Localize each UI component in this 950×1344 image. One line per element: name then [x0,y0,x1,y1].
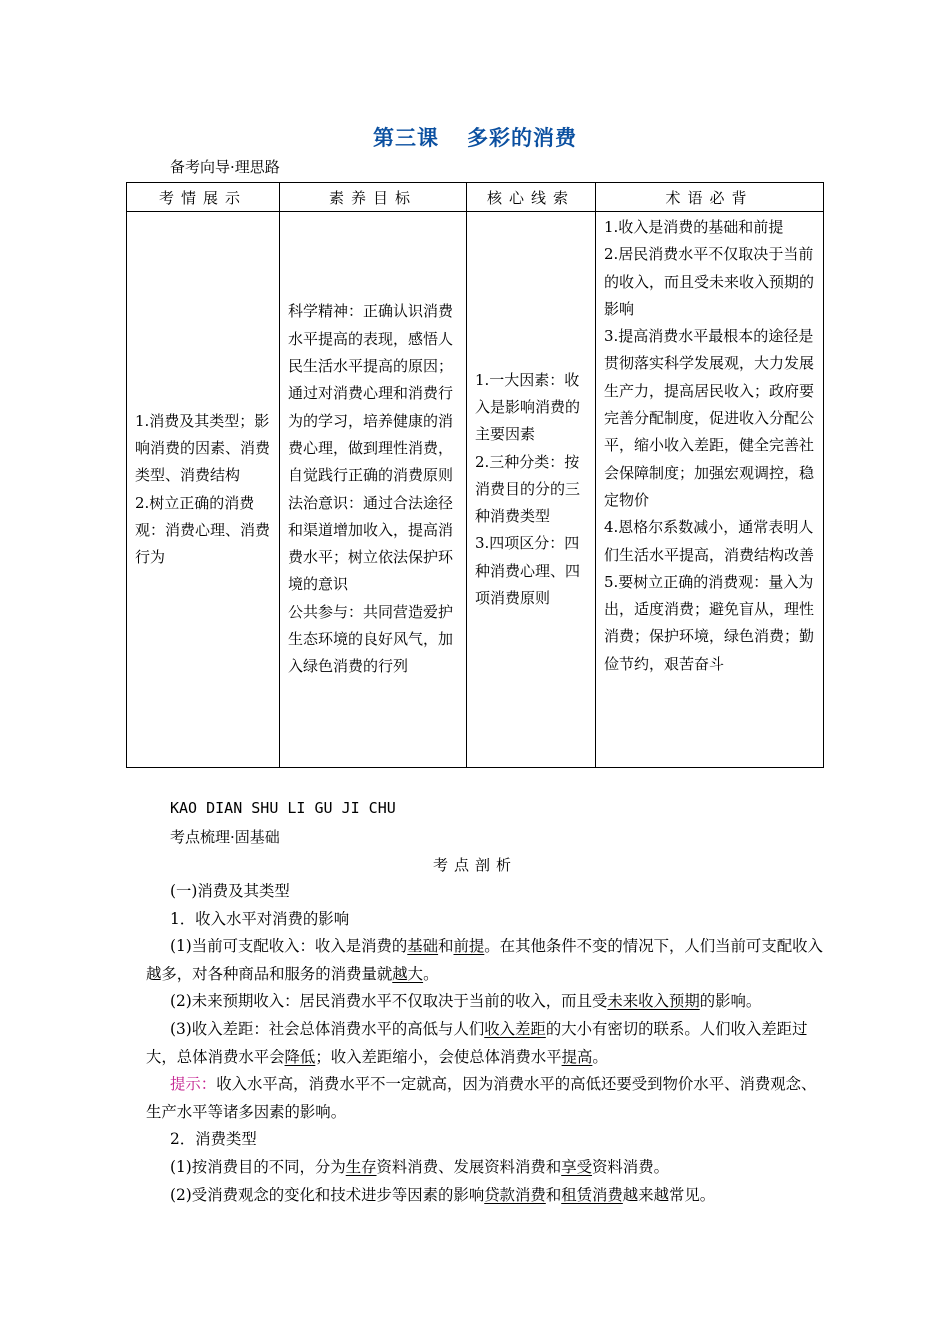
lesson-name: 多彩的消费 [467,125,577,150]
answer-blank: 基础 [407,937,439,956]
section-heading: (一)消费及其类型 [170,882,290,900]
subsection-heading: 1．收入水平对消费的影响 [170,909,350,928]
list-item: 1.收入是消费的基础和前提 [604,218,784,236]
guide-heading: 备考向导·理思路 [170,158,280,176]
answer-blank: 提高 [561,1047,593,1066]
paragraph-hint [146,1071,824,1126]
answer-blank: 前提 [453,937,485,956]
list-item: 2.居民消费水平不仅取决于当前的收入，而且受未来收入预期的影响 [604,245,815,318]
cell-core-clues [467,212,596,768]
header-literacy-goals: 素养目标 [280,183,467,212]
header-exam-situation: 考情展示 [127,183,280,212]
list-item: 1.消费及其类型；影响消费的因素、消费类型、消费结构 [135,411,271,485]
paragraph-income-gap: (3)收入差距：社会总体消费水平的高低与人们收入差距的大小有密切的联系。人们收入差距过大，总体消费水平会降低；收入差距缩小，会使总体消费水平提高。 [146,1019,808,1066]
page-title [0,122,950,152]
hint-label: 提示： [170,1075,217,1094]
answer-blank: 未来收入预期 [607,992,700,1011]
paragraph-current-income: (1)当前可支配收入：收入是消费的基础和前提。在其他条件不变的情况下，人们当前可支配收入越多，对各种商品和服务的消费量就越大。 [146,937,823,983]
answer-blank: 越大 [392,964,424,983]
subsection-heading: 2．消费类型 [170,1130,257,1149]
list-item: 2.树立正确的消费观：消费心理、消费行为 [135,493,271,567]
lesson-number: 第三课 [373,125,439,150]
list-item: 科学精神：正确认识消费水平提高的表现，感悟人民生活水平提高的原因；通过对消费心理和消费行为的学习，培养健康的消费心理，做到理性消费，自觉践行正确的消费原则 [288,302,454,485]
list-item: 1.一大因素：收入是影响消费的主要因素 [475,370,581,444]
answer-blank: 降低 [284,1047,316,1066]
paragraph-consumption-purpose: (1)按消费目的不同，分为生存资料消费、发展资料消费和享受资料消费。 [170,1157,669,1176]
body-content [146,878,824,1209]
answer-blank: 享受 [561,1157,593,1176]
hint-text: 收入水平高，消费水平不一定就高，因为消费水平的高低还要受到物价水平、消费观念、生产水平等诸多因素的影响。 [146,1075,817,1121]
table-header-row [127,183,824,212]
header-key-terms: 术语必背 [596,183,824,212]
cell-literacy-goals [280,212,467,768]
list-item: 3.四项区分：四种消费心理、四项消费原则 [475,534,581,608]
table-row [127,212,824,768]
list-item: 公共参与：共同营造爱护生态环境的良好风气，加入绿色消费的行列 [288,602,454,676]
paragraph-expected-income: (2)未来预期收入：居民消费水平不仅取决于当前的收入，而且受未来收入预期的影响。 [170,992,762,1011]
cell-exam-situation [127,212,280,768]
overview-table [126,182,824,768]
pinyin-heading: KAO DIAN SHU LI GU JI CHU [170,799,396,817]
review-heading: 考点梳理·固基础 [170,828,280,846]
cell-key-terms [596,212,824,768]
answer-blank: 生存 [345,1157,377,1176]
analysis-heading: 考点剖析 [432,856,517,874]
answer-blank: 收入差距 [484,1019,546,1038]
list-item: 3.提高消费水平最根本的途径是贯彻落实科学发展观，大力发展生产力，提高居民收入；政府要完善分配制度，促进收入分配公平，缩小收入差距，健全完善社会保障制度；加强宏观调控，稳定物价 [604,327,815,509]
paragraph-consumption-trends: (2)受消费观念的变化和技术进步等因素的影响贷款消费和租赁消费越来越常见。 [170,1185,716,1204]
list-item: 2.三种分类：按消费目的分的三种消费类型 [475,452,581,526]
list-item: 5.要树立正确的消费观：量入为出，适度消费；避免盲从，理性消费；保护环境，绿色消费；勤俭节约，艰苦奋斗 [604,572,815,673]
answer-blank: 租赁消费 [561,1185,623,1204]
list-item: 4.恩格尔系数减小，通常表明人们生活水平提高，消费结构改善 [604,518,815,564]
answer-blank: 贷款消费 [484,1185,546,1204]
list-item: 法治意识：通过合法途径和渠道增加收入，提高消费水平；树立依法保护环境的意识 [288,493,454,594]
header-core-clues: 核心线索 [467,183,596,212]
